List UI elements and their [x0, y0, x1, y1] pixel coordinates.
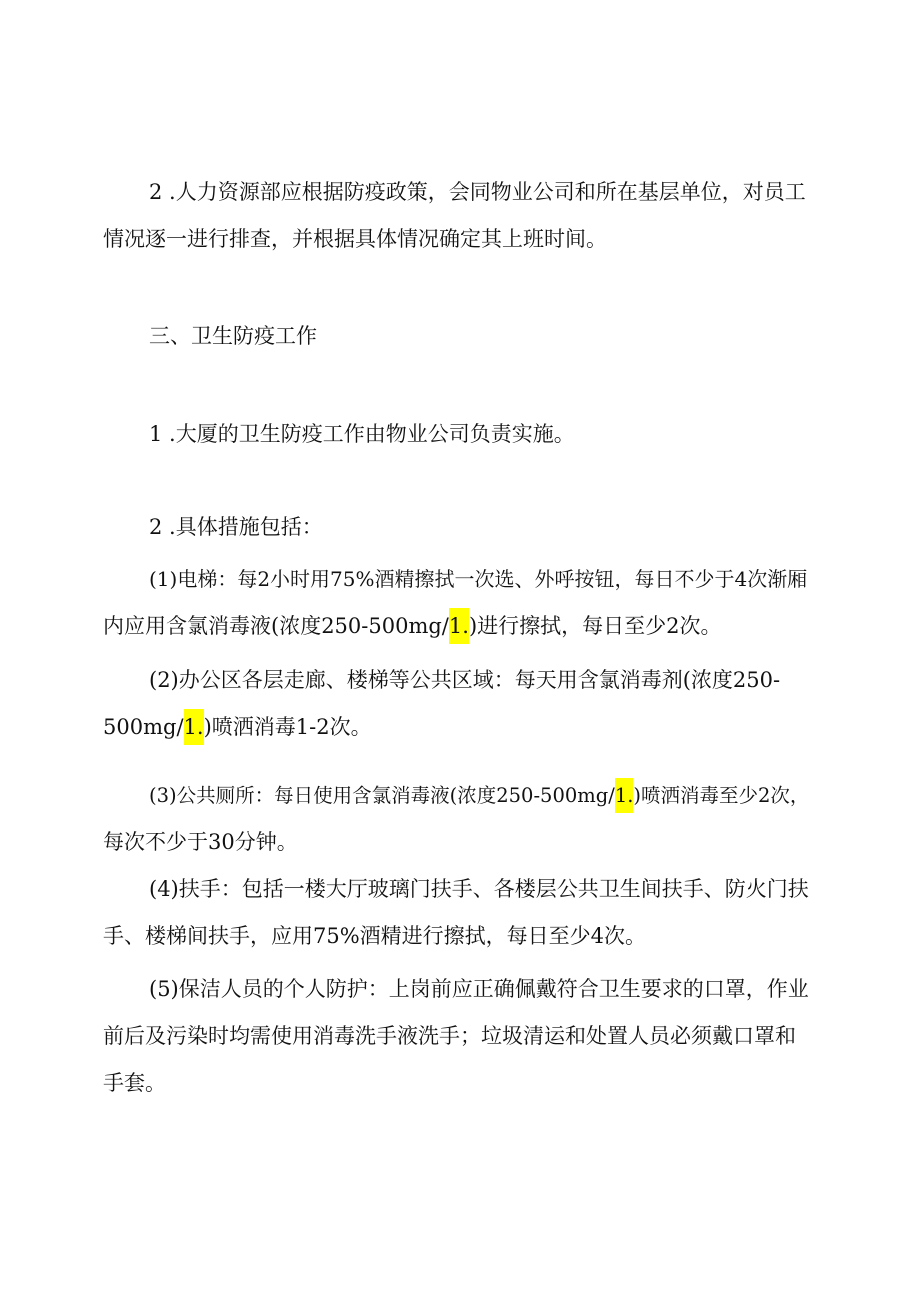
- paragraph-line: 每次不少于30分钟。: [103, 830, 298, 854]
- paragraph-measures-intro: [103, 504, 823, 551]
- highlighted-text: 1.: [184, 709, 204, 745]
- text-run: (3)公共厕所：每日使用含氯消毒液(浓度250-500mg/: [149, 784, 615, 807]
- paragraph-line: [103, 772, 823, 819]
- paragraph-line: 手套。: [103, 1071, 166, 1095]
- paragraph-line: (1)电梯：每2小时用75%酒精擦拭一次选、外呼按钮，每日不少于4次渐厢: [149, 567, 808, 591]
- paragraph-hygiene-responsibility: [103, 411, 823, 458]
- paragraph-line: (5)保洁人员的个人防护：上岗前应正确佩戴符合卫生要求的口罩，作业: [149, 977, 809, 1001]
- text-run: 500mg/: [103, 715, 184, 739]
- section-heading: 三、卫生防疫工作: [149, 324, 317, 348]
- paragraph-line: 1 .大厦的卫生防疫工作由物业公司负责实施。: [149, 422, 575, 446]
- text-run: 内应用含氯消毒液(浓度250-500mg/: [103, 614, 449, 638]
- list-item-toilets: [103, 772, 823, 866]
- paragraph-hr-staff-screening: [103, 169, 823, 263]
- list-item-corridors: [103, 657, 823, 751]
- highlighted-text: 1.: [615, 778, 634, 813]
- section-title-hygiene: [103, 313, 823, 360]
- paragraph-line: (2)办公区各层走廊、楼梯等公共区域：每天用含氯消毒剂(浓度250-: [149, 668, 781, 692]
- paragraph-line: 前后及污染时均需使用消毒洗手液洗手；垃圾清运和处置人员必须戴口罩和: [103, 1024, 796, 1048]
- text-run: )喷洒消毒1-2次。: [203, 715, 372, 739]
- text-run: )喷洒消毒至少2次，: [633, 784, 810, 807]
- paragraph-line: 2 .人力资源部应根据防疫政策，会同物业公司和所在基层单位，对员工: [149, 180, 806, 204]
- highlighted-text: 1.: [449, 608, 469, 644]
- paragraph-line: [103, 704, 823, 751]
- paragraph-line: 情况逐一进行排查，并根据具体情况确定其上班时间。: [103, 227, 607, 251]
- paragraph-line: 2 .具体措施包括：: [149, 515, 323, 539]
- paragraph-line: 手、楼梯间扶手，应用75%酒精进行擦拭，每日至少4次。: [103, 924, 647, 948]
- list-item-handrails: [103, 866, 823, 960]
- list-item-cleaner-protection: [103, 966, 823, 1107]
- text-run: )进行擦拭，每日至少2次。: [468, 614, 722, 638]
- paragraph-line: (4)扶手：包括一楼大厅玻璃门扶手、各楼层公共卫生间扶手、防火门扶: [149, 877, 809, 901]
- paragraph-line: [103, 603, 823, 650]
- list-item-elevator: [103, 556, 823, 650]
